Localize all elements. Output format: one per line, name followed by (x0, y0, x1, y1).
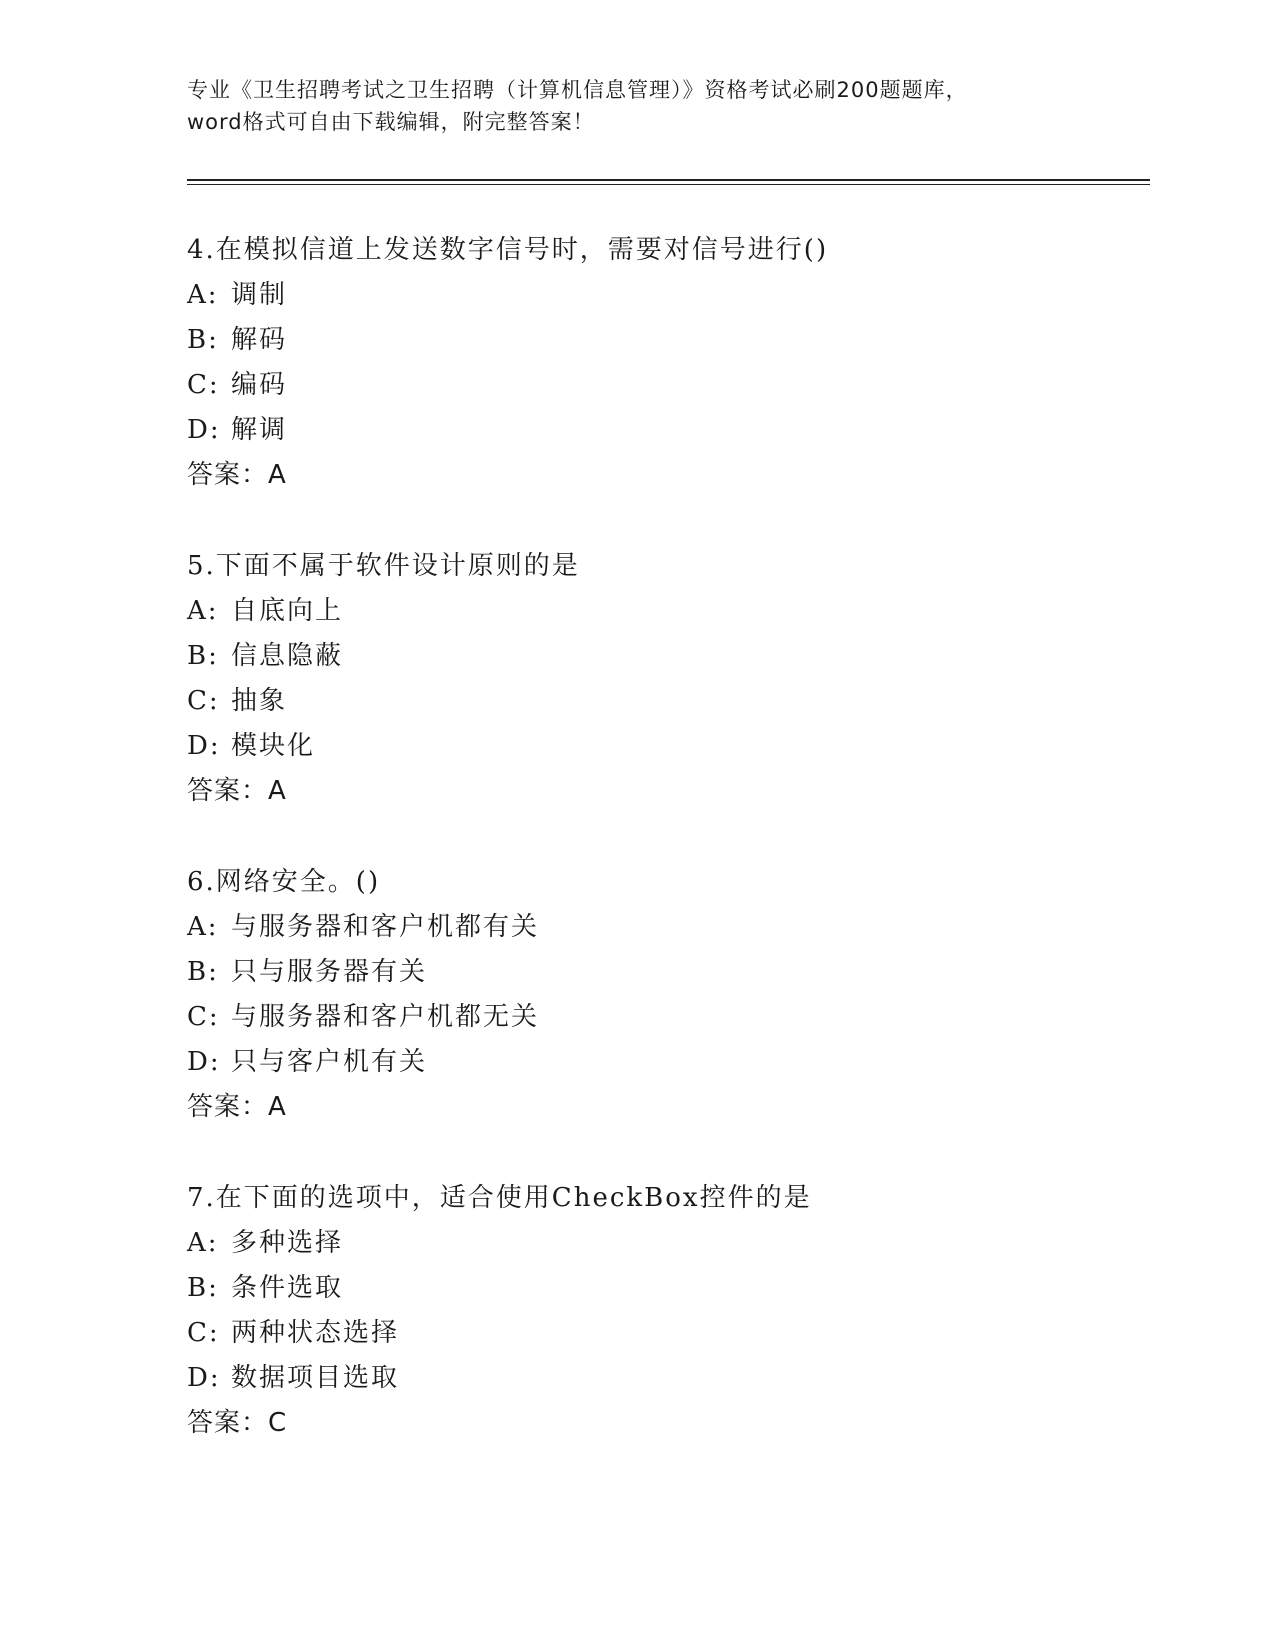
question-item (187, 544, 1147, 814)
option-text: 只与客户机有关 (231, 1047, 428, 1077)
option-text: 信息隐蔽 (231, 641, 344, 671)
option-key: A: (187, 912, 219, 942)
option-text: 解码 (231, 325, 288, 355)
option-key: C: (187, 1318, 220, 1348)
option-c (187, 1311, 1147, 1356)
option-d (187, 1040, 1147, 1085)
option-c (187, 363, 1147, 408)
option-key: A: (187, 596, 219, 626)
option-text: 数据项目选取 (231, 1363, 400, 1393)
option-b (187, 318, 1147, 363)
question-stem: 6.网络安全。() (187, 867, 381, 897)
option-text: 调制 (231, 280, 288, 310)
question-stem: 7.在下面的选项中，适合使用CheckBox控件的是 (187, 1183, 812, 1213)
option-text: 两种状态选择 (231, 1318, 400, 1348)
option-b (187, 1266, 1147, 1311)
option-text: 与服务器和客户机都无关 (231, 1002, 540, 1032)
option-key: D: (187, 1363, 221, 1393)
option-key: B: (187, 957, 219, 987)
question-stem: 5.下面不属于软件设计原则的是 (187, 551, 580, 581)
option-c (187, 679, 1147, 724)
option-b (187, 634, 1147, 679)
header-line-1: 专业《卫生招聘考试之卫生招聘（计算机信息管理）》资格考试必刷200题题库， (187, 78, 968, 102)
option-a (187, 905, 1147, 950)
option-text: 模块化 (231, 731, 316, 761)
question-stem: 4.在模拟信道上发送数字信号时，需要对信号进行() (187, 235, 829, 265)
option-text: 编码 (231, 370, 288, 400)
option-key: C: (187, 1002, 220, 1032)
option-key: C: (187, 686, 220, 716)
option-key: B: (187, 641, 219, 671)
option-key: A: (187, 280, 219, 310)
option-d (187, 724, 1147, 769)
question-item (187, 228, 1147, 498)
option-a (187, 589, 1147, 634)
header-divider-thick (187, 179, 1150, 181)
header-divider-thin (187, 184, 1150, 185)
option-text: 抽象 (231, 686, 288, 716)
option-key: D: (187, 415, 221, 445)
option-key: D: (187, 731, 221, 761)
header-line-2: word格式可自由下载编辑，附完整答案！ (187, 110, 595, 134)
question-item (187, 860, 1147, 1130)
answer-line: 答案：A (187, 460, 287, 490)
answer-line: 答案：A (187, 776, 287, 806)
option-a (187, 1221, 1147, 1266)
document-header (187, 74, 1087, 138)
option-key: B: (187, 325, 219, 355)
option-key: D: (187, 1047, 221, 1077)
option-b (187, 950, 1147, 995)
option-d (187, 408, 1147, 453)
option-text: 只与服务器有关 (231, 957, 428, 987)
option-text: 解调 (231, 415, 288, 445)
answer-line: 答案：A (187, 1092, 287, 1122)
option-text: 多种选择 (231, 1228, 344, 1258)
question-item (187, 1176, 1147, 1446)
option-key: B: (187, 1273, 219, 1303)
option-key: C: (187, 370, 220, 400)
option-a (187, 273, 1147, 318)
option-key: A: (187, 1228, 219, 1258)
option-d (187, 1356, 1147, 1401)
option-text: 自底向上 (231, 596, 344, 626)
option-text: 条件选取 (231, 1273, 344, 1303)
option-c (187, 995, 1147, 1040)
answer-line: 答案：C (187, 1408, 288, 1438)
option-text: 与服务器和客户机都有关 (231, 912, 540, 942)
